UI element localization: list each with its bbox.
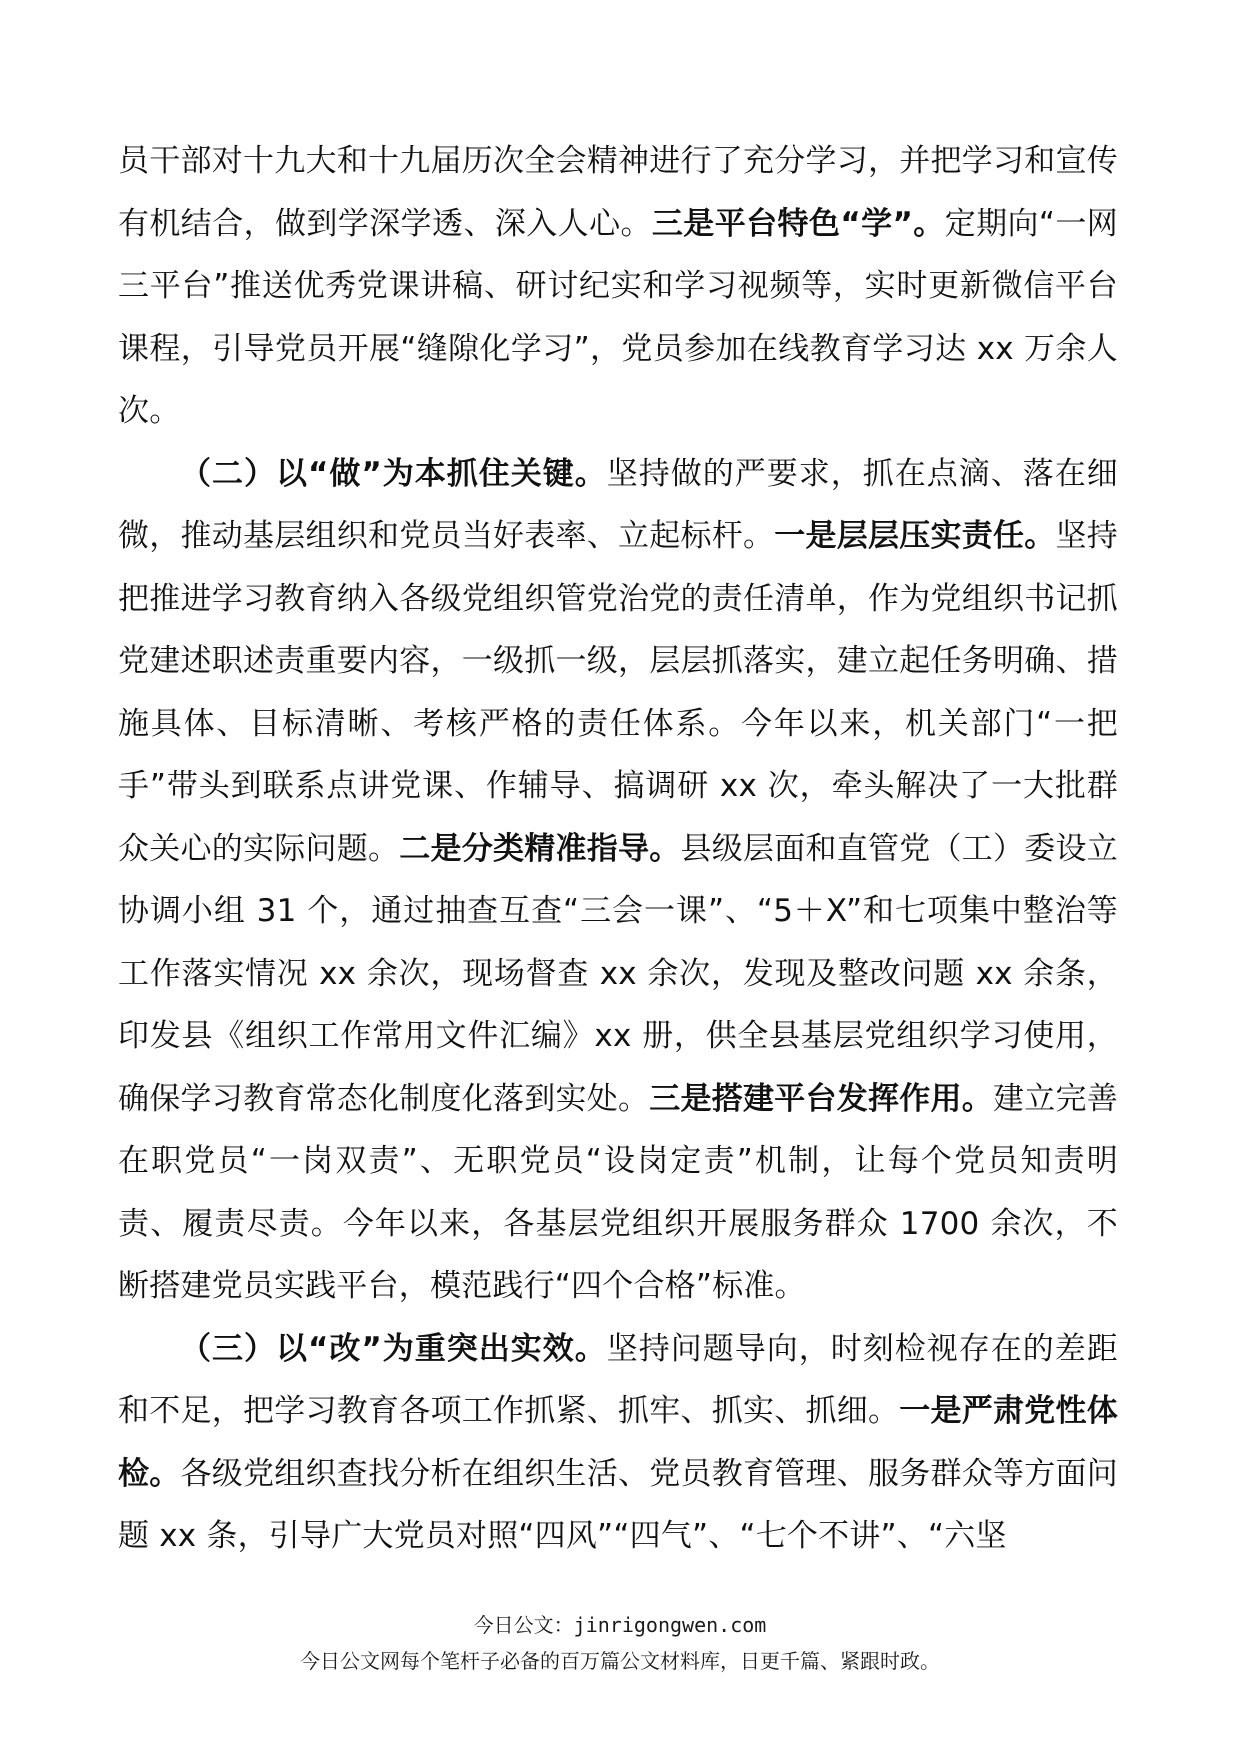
paragraph-1-text: 员干部对十九大和十九届历次全会精神进行了充分学习，并把学习和宣传有机结合，做到学深学透、深入人心。 (118, 143, 1118, 242)
paragraph-3 (118, 1318, 1118, 1568)
paragraph-2-text-1: 坚持做的严要求，抓在点滴、落在细微，推动基层组织和党员当好表率、立起标杆。 (118, 455, 1119, 554)
paragraph-2-text-4: 建立完善在职党员“一岗双责”、无职党员“设岗定责”机制，让每个党员知责明责、履责尽责。今年以来，各基层党组织开展服务群众 1700 余次，不断搭建党员实践平台，模范践行“四个合格”标准。 (118, 1080, 1118, 1304)
paragraph-2-point-two: 二是分类精准指导。 (399, 830, 681, 867)
paragraph-2 (118, 443, 1118, 1318)
paragraph-1-heading-three: 三是平台特色“学”。 (651, 205, 945, 242)
paragraph-2-text-2: 坚持把推进学习教育纳入各级党组织管党治党的责任清单，作为党组织书记抓党建述职述责重要内容，一级抓一级，层层抓落实，建立起任务明确、措施具体、目标清晰、考核严格的责任体系。今年以来，机关部门“一把手”带头到联系点讲党课、作辅导、搞调研 xx 次，牵头解决了一大批群众关心的实际问题。 (118, 518, 1118, 867)
footer-site-label: 今日公文： (473, 1613, 574, 1637)
document-body (118, 130, 1118, 1568)
paragraph-1 (118, 130, 1118, 443)
paragraph-1-text-continued: 定期向“一网三平台”推送优秀党课讲稿、研讨纪实和学习视频等，实时更新微信平台课程，引导党员开展“缝隙化学习”，党员参加在线教育学习达 xx 万余人次。 (118, 205, 1119, 429)
paragraph-3-text-1: 坚持问题导向，时刻检视存在的差距和不足，把学习教育各项工作抓紧、抓牢、抓实、抓细。 (118, 1330, 1119, 1429)
footer-site-line (0, 1609, 1240, 1638)
footer-site-link[interactable]: jinrigongwen.com (573, 1613, 767, 1637)
footer-slogan: 今日公文网每个笔杆子必备的百万篇公文材料库，日更千篇、紧跟时政。 (300, 1649, 940, 1673)
paragraph-2-point-one: 一是层层压实责任。 (774, 518, 1056, 554)
section-heading-two: （二）以“做”为本抓住关键。 (180, 455, 607, 492)
paragraph-2-point-three: 三是搭建平台发挥作用。 (649, 1080, 994, 1117)
paragraph-3-text-2: 各级党组织查找分析在组织生活、党员教育管理、服务群众等方面问题 xx 条，引导广大党员对照“四风”“四气”、“七个不讲”、“六坚 (118, 1455, 1119, 1554)
section-heading-three: （三）以“改”为重突出实效。 (180, 1330, 607, 1367)
paragraph-3-point-one: 一是严肃党性体检。 (118, 1393, 1119, 1492)
paragraph-2-text-3: 县级层面和直管党（工）委设立协调小组 31 个，通过抽查互查“三会一课”、“5＋X”和七项集中整治等工作落实情况 xx 余次，现场督查 xx 余次，发现及整改问题 xx 余条，印发县《组织工作常用文件汇编》xx 册，供全县基层党组织学习使用，确保学习教育常态化制度化落到实处。 (118, 830, 1118, 1117)
